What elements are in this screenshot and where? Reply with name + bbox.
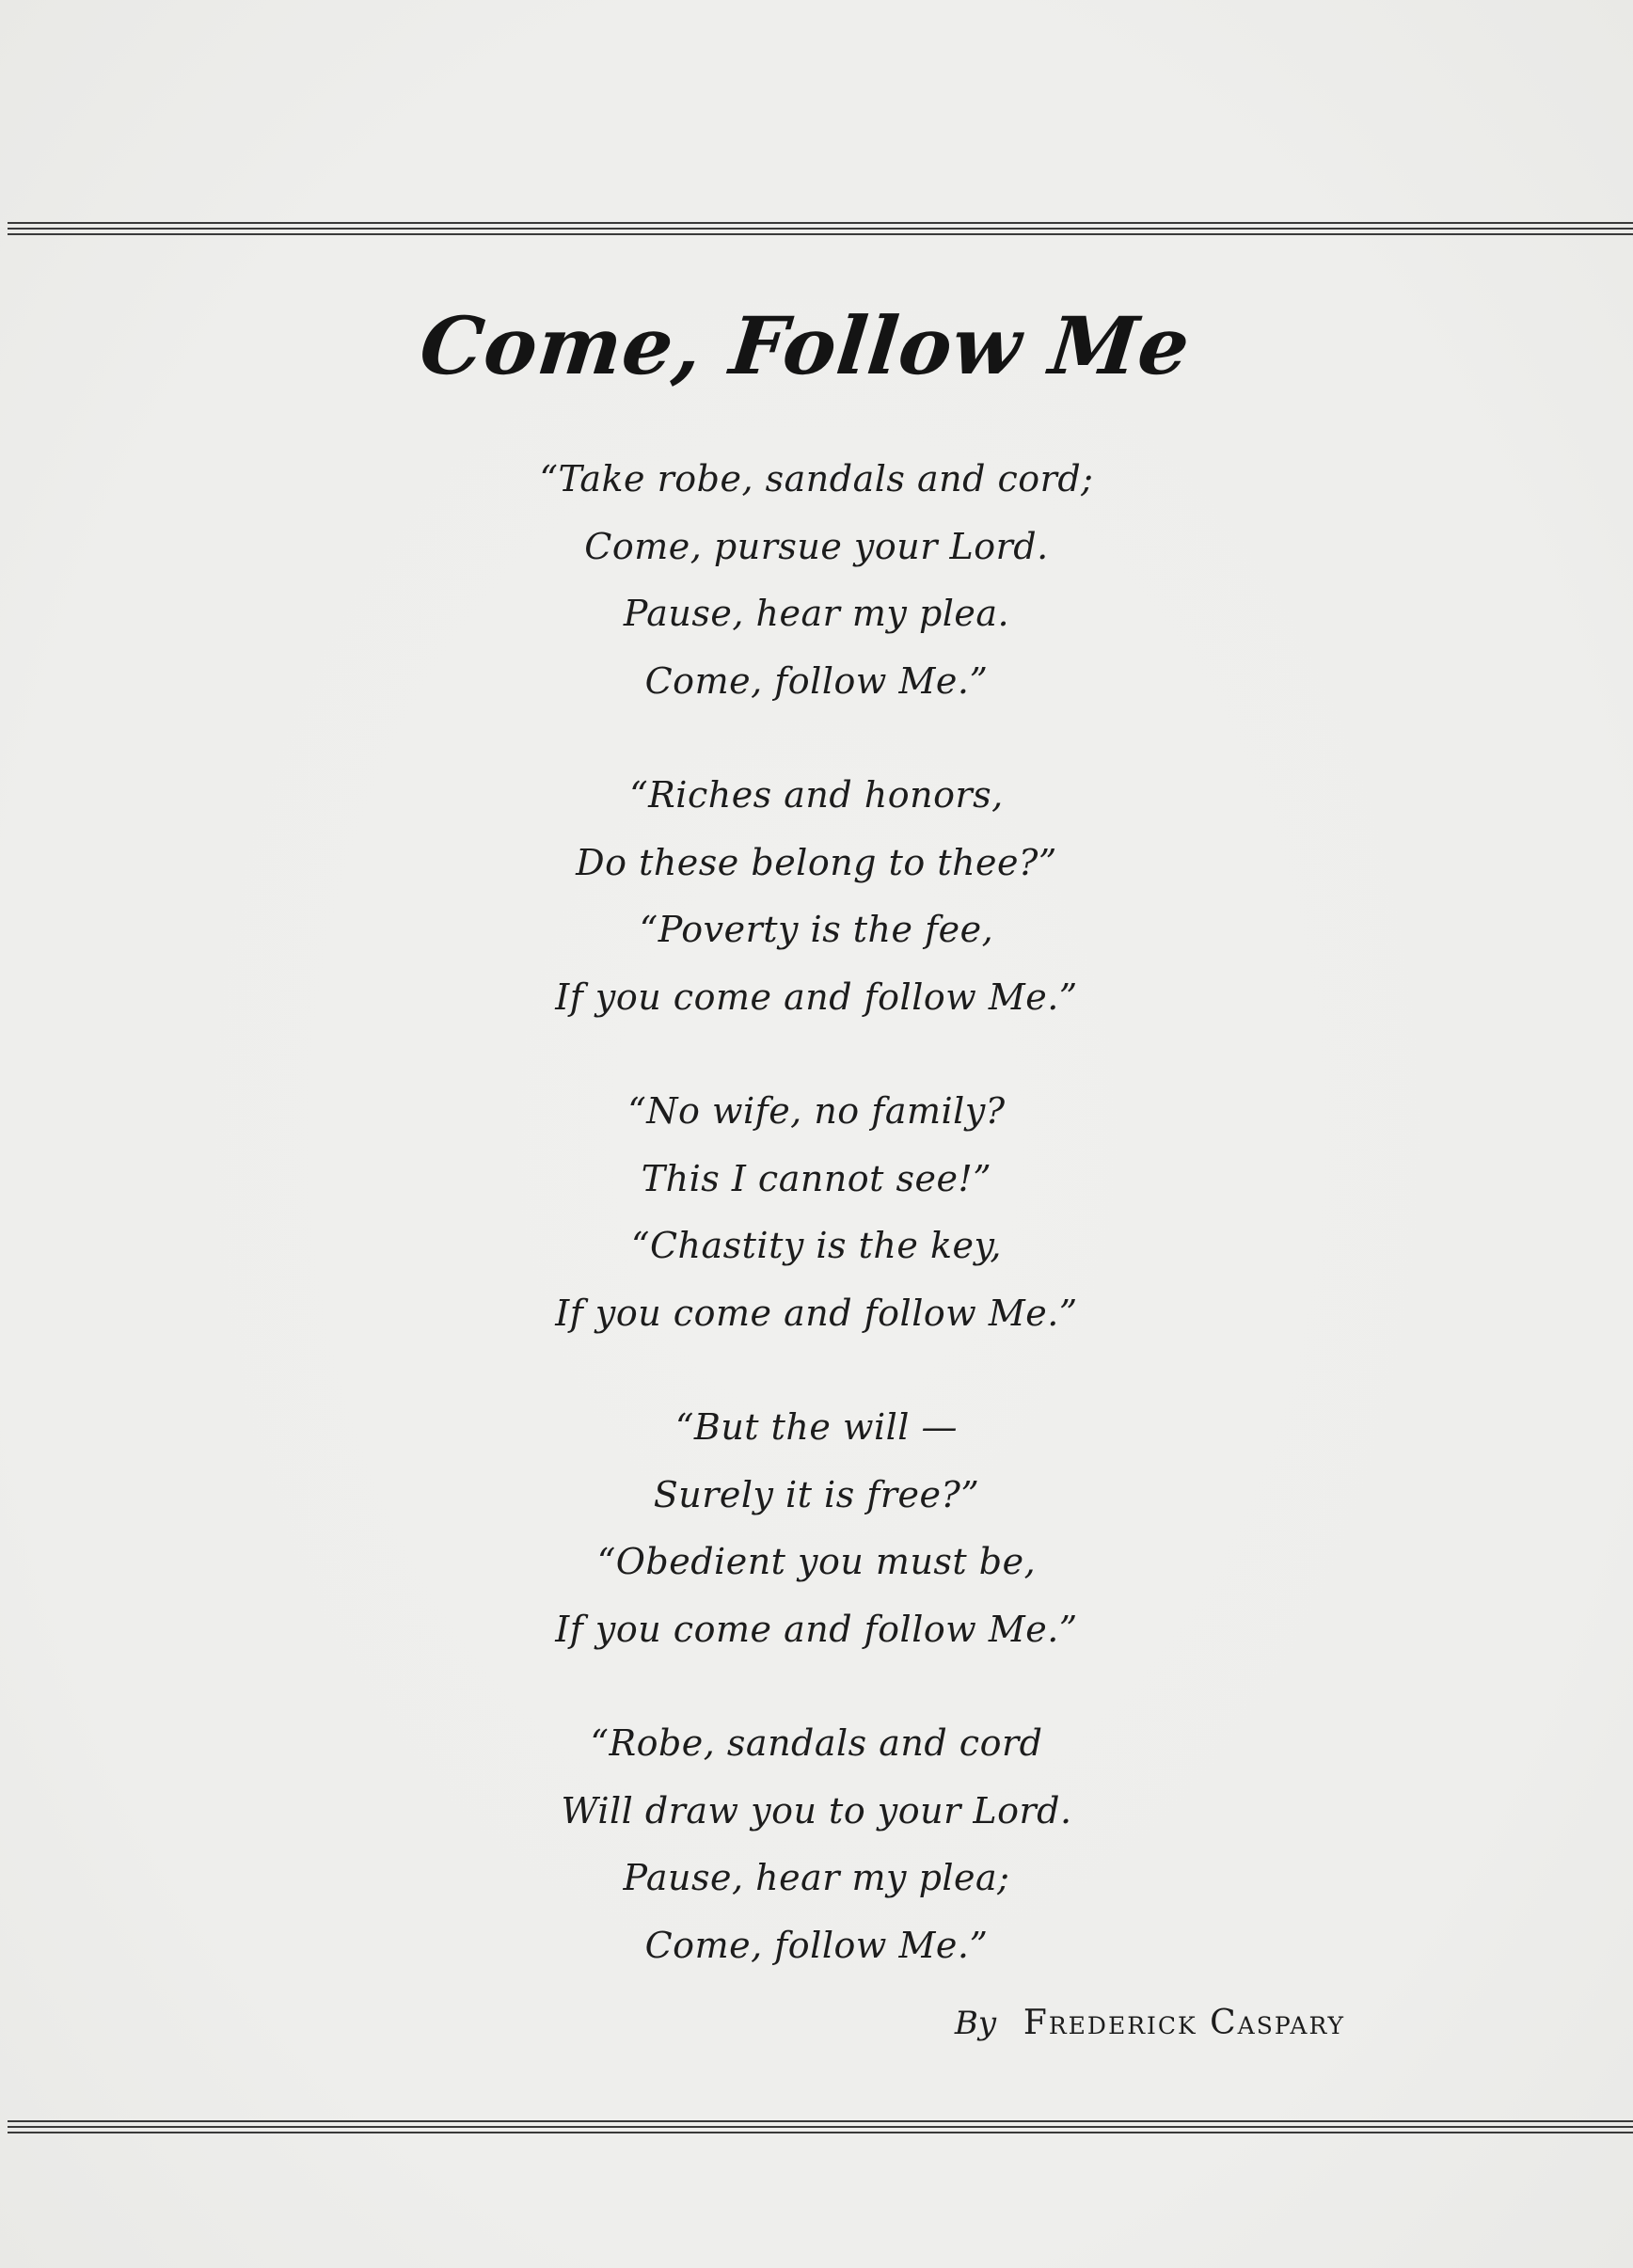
verse-line: “No wife, no family?: [627, 1090, 1006, 1132]
verse-line: Come, pursue your Lord.: [584, 525, 1049, 567]
rule-line: [8, 2126, 1633, 2128]
verse-line: Do these belong to thee?”: [576, 841, 1057, 883]
verse-line: “Chastity is the key,: [631, 1225, 1002, 1266]
verse-line: “Robe, sandals and cord: [590, 1722, 1043, 1764]
stanza: [0, 762, 1633, 1031]
verse-line: “Take robe, sandals and cord;: [539, 458, 1094, 500]
rule-line: [8, 2132, 1633, 2133]
rule-line: [8, 233, 1633, 235]
verse-line: Pause, hear my plea.: [623, 593, 1010, 634]
rule-line: [8, 222, 1633, 224]
verse-line: If you come and follow Me.”: [555, 1292, 1078, 1334]
verse-line: If you come and follow Me.”: [555, 975, 1078, 1018]
stanza: [0, 1078, 1633, 1347]
verse-line: This I cannot see!”: [641, 1157, 992, 1199]
rule-line: [8, 2120, 1633, 2122]
poem-title: Come, Follow Me: [416, 299, 1195, 392]
stanza: [0, 1710, 1633, 1979]
byline: [955, 2004, 1345, 2042]
verse-line: Come, follow Me.”: [644, 659, 989, 702]
verse-line: “Poverty is the fee,: [639, 909, 994, 950]
verse-line: “Obedient you must be,: [596, 1541, 1037, 1582]
verse-line: Come, follow Me.”: [644, 1924, 989, 1966]
verse-line: “Riches and honors,: [629, 774, 1004, 816]
top-rule: [8, 222, 1633, 235]
bottom-rule: [8, 2120, 1633, 2133]
verse-line: “But the will —: [674, 1406, 959, 1448]
stanza: [0, 1394, 1633, 1663]
verse-line: Surely it is free?”: [653, 1473, 980, 1515]
verse-line: Will draw you to your Lord.: [561, 1789, 1072, 1832]
verse-line: If you come and follow Me.”: [555, 1608, 1078, 1650]
author-name: Frederick Caspary: [1023, 2004, 1345, 2042]
rule-line: [8, 228, 1633, 230]
byline-by: By: [954, 2005, 997, 2042]
poem-body: [0, 446, 1633, 2026]
stanza: [0, 446, 1633, 715]
verse-line: Pause, hear my plea;: [623, 1857, 1010, 1898]
